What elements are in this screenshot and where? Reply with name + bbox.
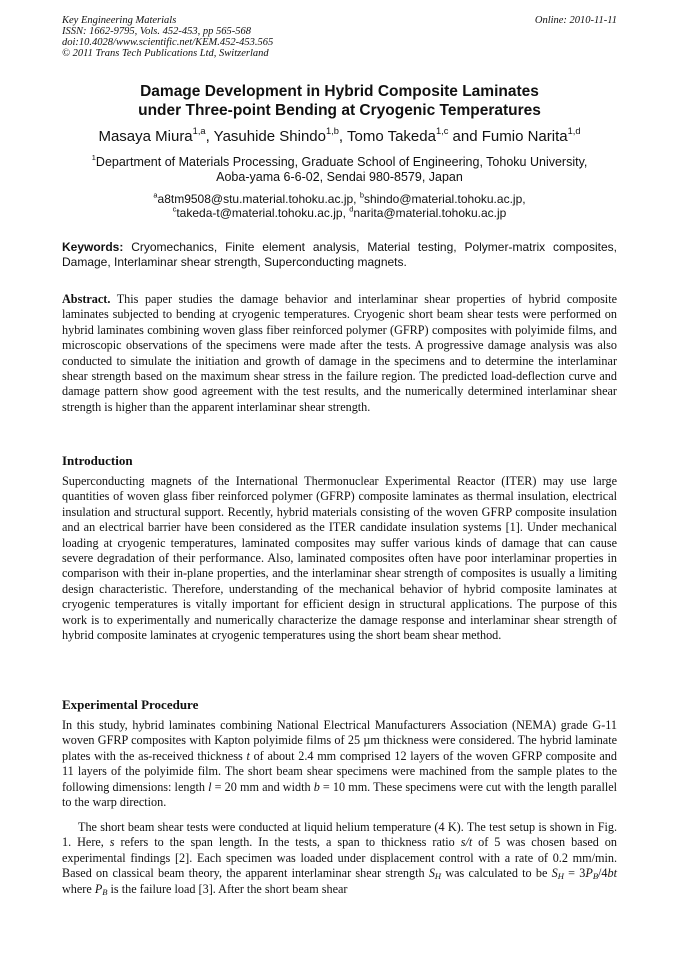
journal-copyright: © 2011 Trans Tech Publications Ltd, Switzerland	[62, 48, 269, 59]
experimental-paragraph-2: The short beam shear tests were conducted at liquid helium temperature (4 K). The test setup is shown in Fig. 1. Here, s refers to the span length. In the tests, a span to thickness ratio s/t of 5 was chosen based on experimental findings [2]. Each specimen was loaded under displacement control with a rate of 0.2 mm/min. Based on classical beam theory, the apparent interlaminar shear strength $S_H$ was calculated to be $S_H = 3P_B/4bt$ where $P_B$ is the failure load [3]. After the short beam shear	[62, 820, 617, 897]
paper-title	[62, 82, 617, 120]
keywords-text: Cryomechanics, Finite element analysis, Material testing, Polymer-matrix composites, Damage, Interlaminar shear strength, Superconducting magnets.	[62, 240, 617, 269]
author-name: Yasuhide Shindo	[213, 128, 326, 145]
journal-issn: ISSN: 1662-9795, Vols. 452-453, pp 565-568	[62, 26, 251, 37]
email-address[interactable]: shindo@material.tohoku.ac.jp	[363, 192, 523, 206]
author-sup: 1,a	[192, 126, 206, 137]
journal-header	[62, 15, 617, 59]
email-address[interactable]: a8tm9508@stu.material.tohoku.ac.jp	[157, 192, 354, 206]
introduction-heading: Introduction	[62, 453, 133, 468]
email-sup: d	[349, 204, 354, 214]
email-sup: c	[172, 204, 177, 214]
experimental-paragraph-1: In this study, hybrid laminates combining National Electrical Manufacturers Association (NEMA) grade G-11 woven GFRP composites with Kapton polyimide films of 25 µm thickness were considered. The hybrid laminate plates with the as-received thickness t of about 2.4 mm comprised 12 layers of the woven GFRP composite and 11 layers of the polyimide film. The short beam shear specimens were machined from the sample plates to the following dimensions: length l = 20 mm and width b = 10 mm. These specimens were cut with the length parallel to the warp direction.	[62, 718, 618, 810]
introduction-text: Superconducting magnets of the International Thermonuclear Experimental Reactor (ITER) may use large quantities of woven glass fiber reinforced polymer (GFRP) composite laminates as thermal insulation, electrical insulation and structural support. Recently, hybrid materials consisting of the woven GFRP composite insulation and an electrical barrier have been considered as the ITER candidate insulation systems [1]. Under mechanical loading at cryogenic temperatures, laminated composites may suffer various kinds of damage that can cause severe degradation of their performance. Also, laminated composites often have poor interlaminar properties in comparison with their in-plane properties, and the interlaminar shear strength of composites is usually a limiting design characteristic. Therefore, understanding of the mechanical behavior of hybrid composite laminates at cryogenic temperatures is vitally important for efficient design in structural applications. The purpose of this work is to experimentally and numerically characterize the damage response and interlaminar shear strength of hybrid composite laminates at cryogenic temperatures using the short beam shear method.	[62, 474, 617, 643]
affiliation-line-1: Department of Materials Processing, Graduate School of Engineering, Tohoku University,	[95, 155, 588, 169]
abstract-text: This paper studies the damage behavior and interlaminar shear properties of hybrid composite laminates subjected to bending at cryogenic temperatures. Cryogenic short beam shear tests were performed on hybrid laminates combining woven glass fiber reinforced polymer (GFRP) composites with polyimide films, and microscopic observations of the specimens were made after the tests. A progressive damage analysis was also conducted to simulate the initiation and growth of damage in the specimens and to determine the interlaminar shear strength based on the maximum shear stress in the failure region. The predicted load-deflection curve and damage pattern show good agreement with the test results, and the numerically determined interlaminar shear strength is higher than the apparent interlaminar shear strength.	[62, 292, 617, 414]
email-list: $^a$a8tm9508@stu.material.tohoku.ac.jp, $^b$shindo@material.tohoku.ac.jp, $^c$takeda-t@material.tohoku.ac.jp, $^d$narita@material.tohoku.ac.jp	[153, 190, 526, 220]
email-address[interactable]: narita@material.tohoku.ac.jp	[353, 206, 507, 220]
author-list	[62, 128, 617, 146]
experimental-heading: Experimental Procedure	[62, 697, 199, 712]
email-sup: a	[153, 190, 158, 200]
author-separator: ,	[205, 128, 214, 145]
author-name: Tomo Takeda	[347, 128, 436, 145]
title-line-2: under Three-point Bending at Cryogenic Temperatures	[138, 102, 541, 119]
author-separator: ,	[338, 128, 347, 145]
affiliation-sup: 1	[91, 153, 96, 163]
author-name: Fumio Narita	[481, 128, 568, 145]
author-sup: 1,d	[567, 126, 581, 137]
author-name: Masaya Miura	[98, 128, 193, 145]
abstract-label: Abstract.	[62, 292, 111, 306]
title-line-1: Damage Development in Hybrid Composite Laminates	[140, 83, 539, 100]
author-sup: 1,c	[435, 126, 449, 137]
affiliation	[62, 155, 617, 185]
journal-name: Key Engineering Materials	[62, 15, 177, 26]
author-sup: 1,b	[325, 126, 339, 137]
abstract	[62, 292, 617, 415]
keywords	[62, 240, 617, 270]
email-sup: b	[359, 190, 364, 200]
online-date: Online: 2010-11-11	[534, 15, 617, 26]
journal-doi: doi:10.4028/www.scientific.net/KEM.452-453.565	[62, 37, 274, 48]
keywords-label: Keywords:	[62, 240, 124, 254]
email-address[interactable]: takeda-t@material.tohoku.ac.jp	[176, 206, 343, 220]
author-separator: and	[448, 128, 482, 145]
affiliation-line-2: Aoba-yama 6-6-02, Sendai 980-8579, Japan	[216, 170, 463, 184]
